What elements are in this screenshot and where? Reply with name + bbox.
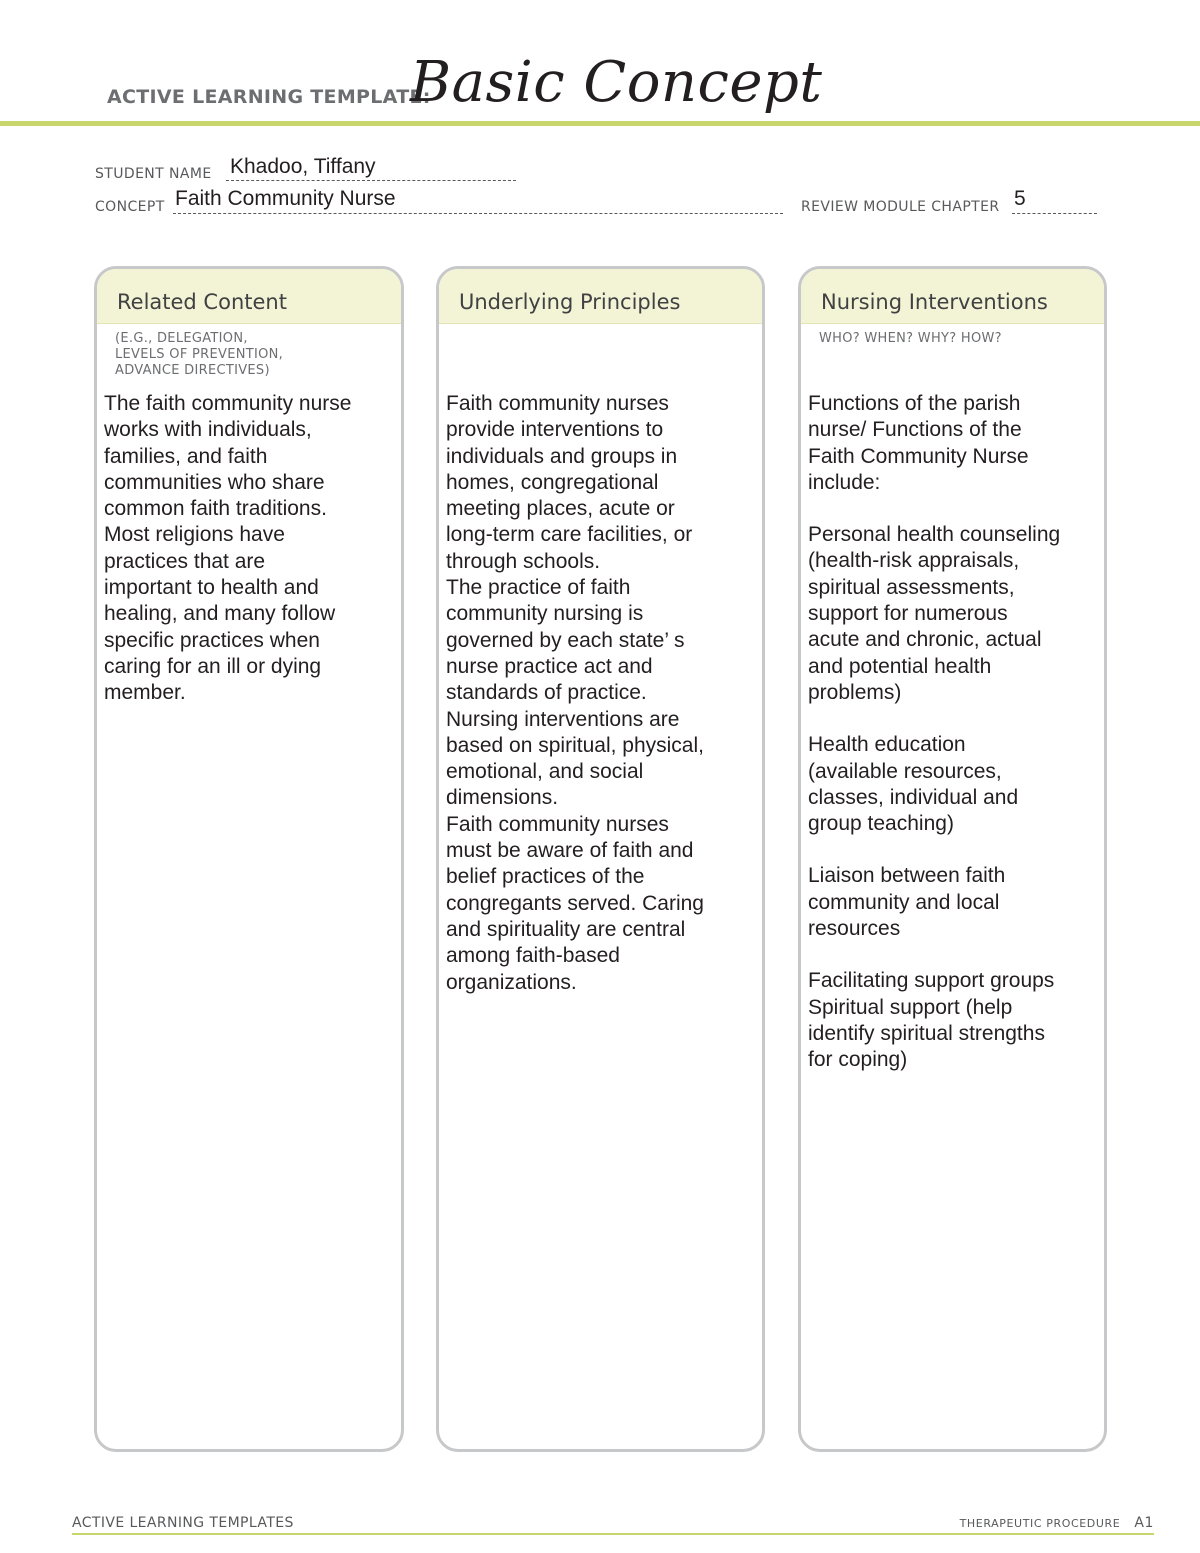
underlying-principles-title: Underlying Principles [459,290,681,314]
page-header [0,0,1200,128]
intervention-item: Facilitating support groups Spiritual support (help identify spiritual strengths for coping) [808,969,1055,1072]
review-module-chapter-field[interactable]: 5 [1014,187,1026,210]
related-content-text: The faith community nurse works with individuals, families, and faith communities who share common faith traditions. Most religions have practices that are important to health and healing, and many follow specific practices when caring for an ill or dying member. [104,392,352,705]
student-name-field[interactable]: Khadoo, Tiffany [230,155,376,178]
intervention-item: Personal health counseling (health-risk appraisals, spiritual assessments, support for numerous acute and chronic, actual and potential health problems) [808,523,1061,704]
related-content-title: Related Content [117,290,287,314]
concept-underline [173,213,783,214]
student-name-label: STUDENT NAME [95,166,212,182]
underlying-principles-text: Faith community nurses provide interventions to individuals and groups in homes, congregational meeting places, acute or long-term care facilities, or through schools. The practice of faith community nursing is governed by each state’ s nurse practice act and standards of practice. Nursing interventions are based on spiritual, physical, emotional, and social dimensions. Faith community nurses must be aware of faith and belief practices of the congregants served. Caring and spirituality are central among faith-based organizations. [446,392,704,994]
nursing-interventions-body[interactable] [808,391,1096,1074]
nursing-interventions-title: Nursing Interventions [821,290,1048,314]
related-content-box [94,266,404,1452]
intervention-item: Liaison between faith community and local resources [808,864,1006,941]
underlying-principles-body[interactable] [446,391,754,996]
footer-right [960,1515,1154,1531]
header-divider [0,121,1200,126]
review-module-label: REVIEW MODULE CHAPTER [801,199,1000,215]
student-name-underline [226,180,516,181]
related-content-body[interactable] [104,391,393,707]
template-label: ACTIVE LEARNING TEMPLATE: [107,86,431,108]
interventions-intro: Functions of the parish nurse/ Functions of the Faith Community Nurse include: [808,392,1029,494]
footer-left-label: ACTIVE LEARNING TEMPLATES [72,1515,294,1531]
footer-section-label: THERAPEUTIC PROCEDURE [959,1517,1121,1530]
page-number: A1 [1134,1515,1154,1531]
related-content-subtitle: (E.G., DELEGATION, LEVELS OF PREVENTION, ADVANCE DIRECTIVES) [115,331,284,378]
nursing-interventions-box [798,266,1107,1452]
concept-label: CONCEPT [95,199,165,215]
concept-field[interactable]: Faith Community Nurse [175,187,396,210]
nursing-interventions-subtitle: WHO? WHEN? WHY? HOW? [819,331,1002,346]
intervention-item: Health education (available resources, classes, individual and group teaching) [808,733,1019,836]
footer-divider [72,1533,1154,1535]
page-title: Basic Concept [410,50,823,115]
review-module-underline [1012,213,1097,214]
underlying-principles-box [436,266,765,1452]
